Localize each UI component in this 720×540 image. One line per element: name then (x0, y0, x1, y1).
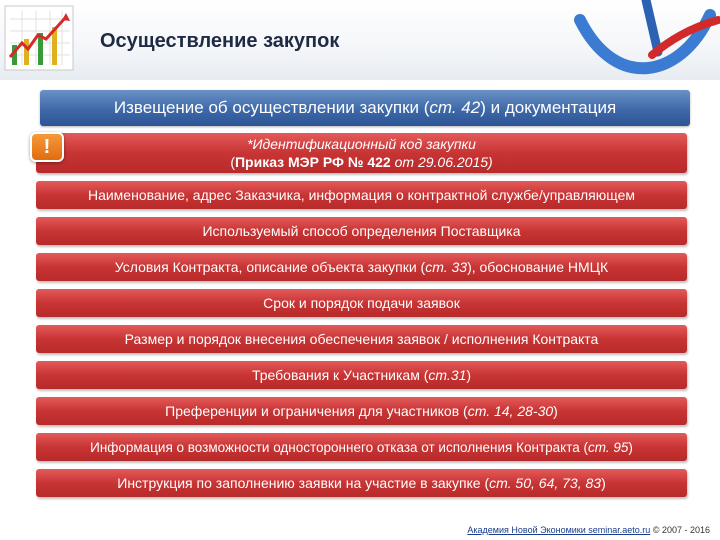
item-text-suffix: ) (628, 439, 633, 455)
banner-text-suffix: ) и документация (480, 98, 617, 117)
item-text: Инструкция по заполнению заявки на участие в закупке ( (117, 475, 490, 491)
item-text: Срок и порядок подачи заявок (263, 295, 460, 311)
item-text: Условия Контракта, описание объекта закупки ( (114, 259, 426, 275)
item-text: Наименование, адрес Заказчика, информация о контрактной службе/управляющем (87, 187, 636, 203)
item-contract-terms (36, 253, 687, 281)
item-text: Используемый способ определения Поставщика (202, 223, 521, 239)
footer (467, 525, 710, 535)
academy-link[interactable]: Академия Новой Экономики seminar.aeto.ru (467, 525, 651, 535)
exclamation-icon: ! (30, 132, 64, 162)
item-text: Преференции и ограничения для участников ( (165, 403, 468, 419)
item-text: Размер и порядок внесения обеспечения заявок / исполнения Контракта (124, 331, 599, 347)
growth-chart-logo-icon (4, 5, 74, 71)
item-procurement-code (36, 133, 687, 173)
banner-text: Извещение об осуществлении закупки ( (113, 98, 430, 117)
procurement-code-paren: ( (230, 154, 235, 170)
item-security-amount (36, 325, 687, 353)
item-reference: ст. 14, 28-30 (467, 403, 554, 419)
page-title: Осуществление закупок (100, 30, 340, 52)
item-participant-requirements (36, 361, 687, 389)
item-text-suffix: ) (601, 475, 606, 491)
notice-banner (40, 90, 690, 126)
item-preferences (36, 397, 687, 425)
item-text-suffix: ) (553, 403, 558, 419)
procurement-code-date: от 29.06.2015) (390, 154, 493, 170)
blue-red-swoosh-icon (560, 0, 720, 80)
banner-reference: ст. 42 (429, 98, 481, 117)
procurement-code-label: *Идентификационный код закупки (247, 136, 476, 152)
item-application-deadline (36, 289, 687, 317)
item-reference: ст. 33 (425, 259, 468, 275)
item-application-instructions (36, 469, 687, 497)
item-text-suffix: ), обоснование НМЦК (467, 259, 609, 275)
item-customer-info (36, 181, 687, 209)
item-text: Информация о возможности одностороннего отказа от исполнения Контракта ( (90, 439, 588, 455)
procurement-code-order: Приказ МЭР РФ № 422 (234, 154, 391, 170)
item-text: Требования к Участникам ( (251, 367, 429, 383)
item-supplier-method (36, 217, 687, 245)
item-unilateral-refusal (36, 433, 687, 461)
item-reference: ст. 50, 64, 73, 83 (489, 475, 602, 491)
copyright: © 2007 - 2016 (650, 525, 710, 535)
item-text-suffix: ) (466, 367, 472, 383)
item-reference: ст.31 (428, 367, 467, 383)
item-reference: ст. 95 (588, 439, 629, 455)
